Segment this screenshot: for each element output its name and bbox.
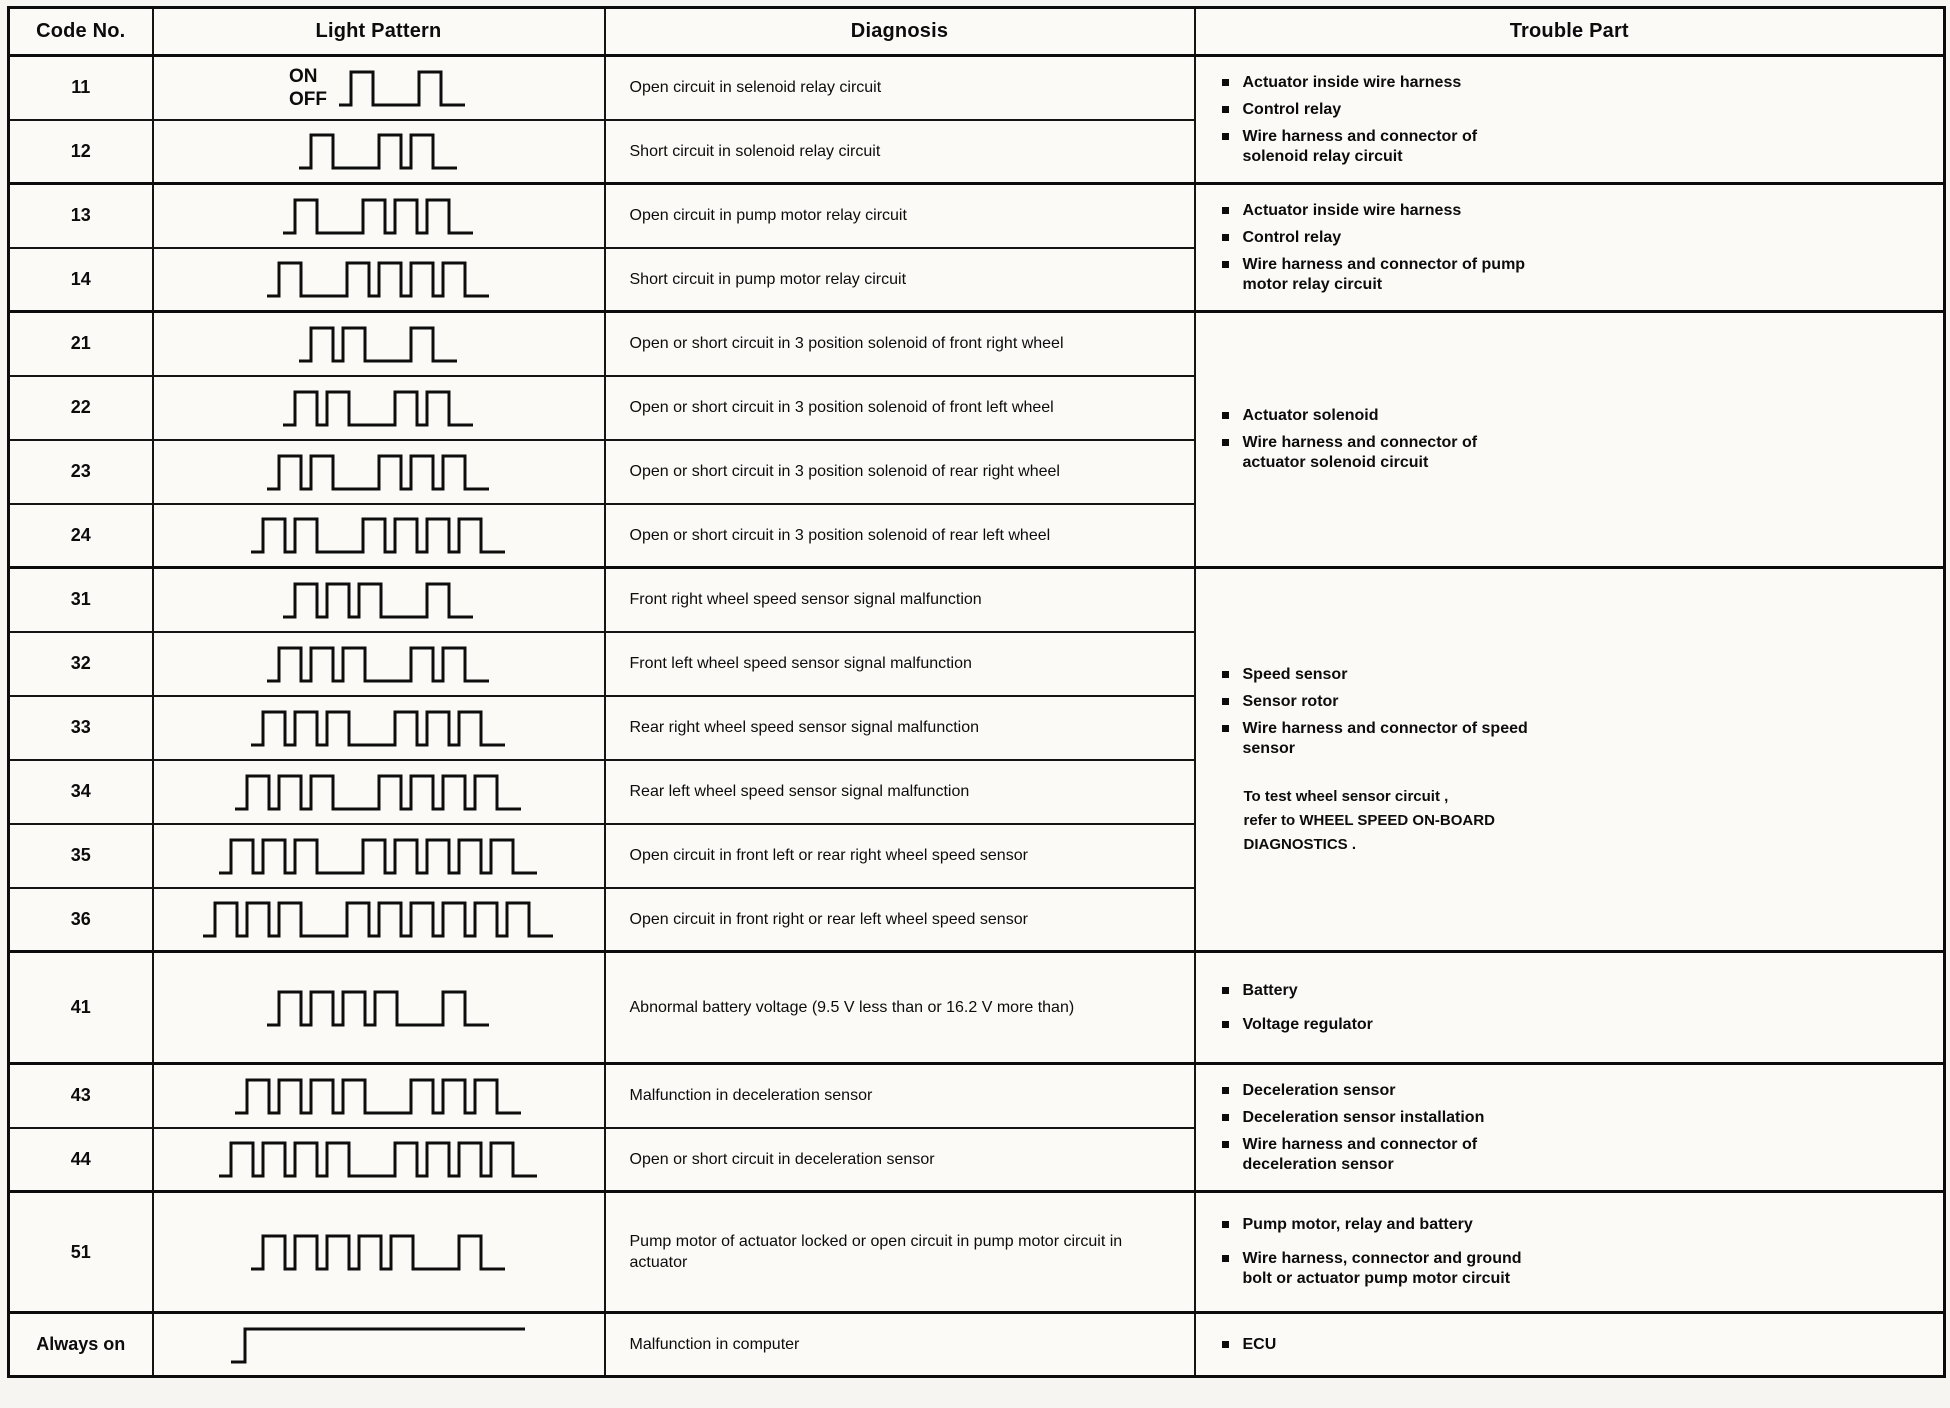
light-pattern	[160, 985, 598, 1031]
light-pattern-waveform	[217, 1136, 540, 1182]
code-cell	[9, 1313, 153, 1377]
light-pattern	[160, 256, 598, 302]
table-row	[9, 568, 1945, 632]
diagnosis-cell	[605, 824, 1195, 888]
code-cell	[9, 632, 153, 696]
bullet-icon	[1222, 1021, 1229, 1028]
light-pattern-waveform	[297, 128, 460, 174]
trouble-bullet-text: Sensor rotor	[1242, 693, 1339, 710]
light-pattern	[160, 449, 598, 495]
light-pattern-waveform	[201, 896, 556, 942]
trouble-bullet	[1216, 1135, 1932, 1175]
light-pattern	[160, 833, 598, 879]
light-pattern-waveform	[265, 641, 492, 687]
code-number: 44	[70, 1148, 91, 1169]
light-pattern-waveform	[233, 1073, 524, 1119]
code-number: 14	[70, 268, 91, 289]
code-number: 33	[70, 717, 91, 737]
light-pattern-waveform	[281, 385, 476, 431]
light-pattern	[160, 896, 598, 942]
bullet-icon	[1222, 261, 1229, 268]
diagnosis-cell	[605, 312, 1195, 376]
light-pattern-waveform	[265, 256, 492, 302]
trouble-note-line: refer to WHEEL SPEED ON-BOARD	[1243, 812, 1495, 829]
diagnosis-cell	[605, 952, 1195, 1064]
light-pattern	[160, 641, 598, 687]
light-pattern-cell	[153, 1128, 605, 1192]
manual-page	[7, 6, 1943, 1378]
code-cell	[9, 760, 153, 824]
diagnosis-cell	[605, 440, 1195, 504]
diagnosis-text: Short circuit in pump motor relay circuit	[629, 270, 907, 288]
trouble-bullet-text: Wire harness and connector of deceleration sensor	[1242, 1135, 1478, 1173]
trouble-bullet-text: Control relay	[1242, 228, 1342, 246]
diagnosis-text: Open or short circuit in deceleration sensor	[629, 1150, 935, 1168]
trouble-bullet-text: Wire harness and connector of speed sensor	[1242, 720, 1528, 757]
trouble-bullet-text: Battery	[1242, 981, 1298, 999]
code-number: 11	[71, 77, 91, 98]
bullet-icon	[1222, 987, 1229, 994]
trouble-bullet	[1216, 1335, 1932, 1355]
diagnosis-text: Open circuit in pump motor relay circuit	[629, 207, 907, 225]
diagnosis-cell	[605, 184, 1195, 248]
diagnosis-cell	[605, 1064, 1195, 1128]
off-label: OFF	[289, 88, 327, 110]
diagnosis-text: Open or short circuit in 3 position solenoid of front right wheel	[629, 335, 1064, 353]
header-light-pattern: Light Pattern	[153, 8, 605, 56]
trouble-bullet-text: Deceleration sensor	[1242, 1081, 1396, 1099]
trouble-bullet	[1216, 127, 1932, 167]
light-pattern-cell	[153, 504, 605, 568]
trouble-part-cell	[1195, 1313, 1945, 1377]
trouble-bullet-text: Wire harness and connector of solenoid relay circuit	[1242, 127, 1478, 165]
light-pattern-waveform	[265, 985, 492, 1031]
code-cell	[9, 1064, 153, 1128]
code-cell	[9, 504, 153, 568]
bullet-icon	[1222, 1341, 1229, 1348]
header-trouble-part: Trouble Part	[1195, 8, 1945, 56]
light-pattern	[160, 1322, 598, 1368]
bullet-icon	[1222, 1141, 1229, 1148]
light-pattern-cell	[153, 888, 605, 952]
code-cell	[9, 1192, 153, 1313]
bullet-icon	[1222, 234, 1229, 241]
trouble-bullet	[1216, 981, 1932, 1001]
trouble-part-cell	[1195, 312, 1945, 568]
diagnosis-cell	[605, 888, 1195, 952]
diagnosis-text: Abnormal battery voltage (9.5 V less than or 16.2 V more than)	[629, 999, 1075, 1016]
light-pattern-waveform	[297, 321, 460, 367]
light-pattern-cell	[153, 248, 605, 312]
table-row	[9, 1313, 1945, 1377]
trouble-bullet	[1216, 665, 1932, 685]
light-pattern-cell	[153, 376, 605, 440]
on-off-labels	[289, 66, 327, 110]
trouble-note-line: DIAGNOSTICS .	[1243, 836, 1357, 853]
trouble-bullet	[1216, 719, 1932, 759]
light-pattern-cell	[153, 568, 605, 632]
table-row	[9, 56, 1945, 120]
trouble-part-cell	[1195, 1064, 1945, 1192]
trouble-bullet	[1216, 1015, 1932, 1035]
light-pattern-waveform	[281, 577, 476, 623]
trouble-bullet	[1216, 1081, 1932, 1101]
trouble-bullet-text: Control relay	[1242, 100, 1342, 118]
code-number: 41	[70, 997, 91, 1017]
diagnosis-text: Malfunction in computer	[629, 1336, 800, 1353]
bullet-icon	[1222, 412, 1229, 419]
bullet-icon	[1222, 725, 1229, 732]
diagnosis-cell	[605, 1192, 1195, 1313]
trouble-bullet	[1216, 692, 1932, 712]
trouble-bullet-text: Actuator inside wire harness	[1242, 73, 1462, 91]
trouble-part-cell	[1195, 1192, 1945, 1313]
code-cell	[9, 184, 153, 248]
trouble-bullet-text: Voltage regulator	[1242, 1015, 1373, 1033]
diagnosis-cell	[605, 376, 1195, 440]
diagnosis-text: Front right wheel speed sensor signal malfunction	[629, 591, 982, 609]
bullet-icon	[1222, 1114, 1229, 1121]
table-row	[9, 184, 1945, 248]
light-pattern-waveform	[233, 769, 524, 815]
bullet-icon	[1222, 106, 1229, 113]
light-pattern	[160, 1229, 598, 1275]
diagnosis-cell	[605, 248, 1195, 312]
code-number: 35	[70, 845, 91, 865]
trouble-bullet-text: Pump motor, relay and battery	[1242, 1216, 1473, 1233]
bullet-icon	[1222, 1255, 1229, 1262]
diagnosis-cell	[605, 56, 1195, 120]
trouble-bullet	[1216, 406, 1932, 426]
trouble-bullet	[1216, 201, 1932, 221]
light-pattern-cell	[153, 760, 605, 824]
trouble-bullet	[1216, 228, 1932, 248]
light-pattern-cell	[153, 1313, 605, 1377]
diagnosis-text: Open circuit in selenoid relay circuit	[629, 79, 882, 97]
trouble-bullet-text: Speed sensor	[1242, 666, 1348, 683]
code-number: 23	[70, 461, 91, 481]
trouble-bullet	[1216, 433, 1932, 473]
light-pattern	[160, 769, 598, 815]
table-row	[9, 312, 1945, 376]
trouble-bullet-text: ECU	[1242, 1335, 1277, 1353]
diagnosis-text: Pump motor of actuator locked or open circuit in pump motor circuit in actuator	[629, 1233, 1123, 1271]
diagnostic-code-table	[7, 6, 1946, 1378]
trouble-bullet-text: Wire harness and connector of actuator solenoid circuit	[1242, 434, 1478, 471]
light-pattern-waveform	[249, 1229, 508, 1275]
code-cell	[9, 376, 153, 440]
diagnosis-cell	[605, 760, 1195, 824]
code-number: 21	[70, 333, 91, 354]
light-pattern-cell	[153, 824, 605, 888]
light-pattern	[160, 193, 598, 239]
light-pattern-cell	[153, 1064, 605, 1128]
diagnosis-cell	[605, 120, 1195, 184]
trouble-bullet	[1216, 255, 1932, 295]
trouble-bullet-text: Actuator solenoid	[1242, 407, 1379, 424]
light-pattern-cell	[153, 632, 605, 696]
code-cell	[9, 1128, 153, 1192]
code-number: 36	[70, 908, 91, 929]
code-number: 13	[70, 205, 91, 226]
light-pattern	[160, 1136, 598, 1182]
trouble-bullet	[1216, 100, 1932, 120]
trouble-bullet	[1216, 73, 1932, 93]
code-number: 12	[70, 140, 91, 161]
header-diagnosis: Diagnosis	[605, 8, 1195, 56]
code-number: 34	[70, 781, 91, 801]
diagnosis-text: Front left wheel speed sensor signal malfunction	[629, 655, 972, 672]
diagnosis-text: Open or short circuit in 3 position solenoid of rear left wheel	[629, 526, 1051, 544]
code-cell	[9, 440, 153, 504]
table-row	[9, 952, 1945, 1064]
bullet-icon	[1222, 207, 1229, 214]
trouble-bullet	[1216, 1249, 1932, 1289]
light-pattern-waveform	[281, 193, 476, 239]
code-cell	[9, 952, 153, 1064]
code-number: 43	[70, 1085, 91, 1106]
light-pattern-waveform	[265, 449, 492, 495]
trouble-note	[1244, 785, 1932, 857]
bullet-icon	[1222, 79, 1229, 86]
diagnosis-text: Malfunction in deceleration sensor	[629, 1087, 873, 1105]
trouble-part-cell	[1195, 568, 1945, 952]
light-pattern-cell	[153, 120, 605, 184]
bullet-icon	[1222, 439, 1229, 446]
header-row	[9, 8, 1945, 56]
light-pattern	[160, 321, 598, 367]
trouble-note-line: To test wheel sensor circuit ,	[1243, 788, 1449, 805]
on-label: ON	[289, 65, 318, 87]
code-cell	[9, 248, 153, 312]
trouble-part-cell	[1195, 184, 1945, 312]
code-cell	[9, 888, 153, 952]
bullet-icon	[1222, 671, 1229, 678]
bullet-icon	[1222, 133, 1229, 140]
diagnosis-text: Rear left wheel speed sensor signal malfunction	[629, 783, 970, 800]
light-pattern-cell	[153, 696, 605, 760]
code-cell	[9, 120, 153, 184]
diagnosis-text: Open or short circuit in 3 position solenoid of rear right wheel	[629, 463, 1060, 480]
code-number: 51	[70, 1241, 91, 1262]
diagnosis-text: Open or short circuit in 3 position solenoid of front left wheel	[629, 399, 1054, 416]
light-pattern-waveform	[217, 833, 540, 879]
trouble-bullet-text: Actuator inside wire harness	[1242, 201, 1462, 219]
trouble-part-cell	[1195, 56, 1945, 184]
diagnosis-text: Open circuit in front right or rear left wheel speed sensor	[629, 910, 1028, 928]
trouble-bullet-text: Deceleration sensor installation	[1242, 1108, 1485, 1126]
light-pattern	[160, 65, 598, 111]
light-pattern-cell	[153, 312, 605, 376]
light-pattern-waveform	[249, 705, 508, 751]
trouble-bullet-text: Wire harness and connector of pump motor relay circuit	[1242, 255, 1526, 293]
table-row	[9, 1192, 1945, 1313]
table-body	[9, 56, 1945, 1377]
light-pattern	[160, 385, 598, 431]
code-cell	[9, 696, 153, 760]
light-pattern-waveform	[229, 1322, 528, 1368]
diagnosis-text: Rear right wheel speed sensor signal malfunction	[629, 719, 980, 736]
light-pattern-cell	[153, 184, 605, 248]
code-cell	[9, 824, 153, 888]
light-pattern-cell	[153, 1192, 605, 1313]
code-cell	[9, 56, 153, 120]
trouble-part-cell	[1195, 952, 1945, 1064]
trouble-bullet	[1216, 1108, 1932, 1128]
code-number: 31	[70, 589, 91, 610]
header-code-no: Code No.	[9, 8, 153, 56]
diagnosis-cell	[605, 1313, 1195, 1377]
light-pattern-cell	[153, 56, 605, 120]
diagnosis-text: Open circuit in front left or rear right wheel speed sensor	[629, 847, 1028, 864]
bullet-icon	[1222, 1087, 1229, 1094]
light-pattern	[160, 1073, 598, 1119]
diagnosis-cell	[605, 696, 1195, 760]
table-row	[9, 1064, 1945, 1128]
code-number: Always on	[36, 1334, 126, 1354]
diagnosis-cell	[605, 632, 1195, 696]
trouble-bullet	[1216, 1215, 1932, 1235]
light-pattern-cell	[153, 952, 605, 1064]
light-pattern-waveform	[249, 512, 508, 558]
light-pattern-waveform	[337, 65, 468, 111]
light-pattern-cell	[153, 440, 605, 504]
light-pattern	[160, 577, 598, 623]
code-number: 22	[70, 397, 91, 417]
bullet-icon	[1222, 1221, 1229, 1228]
diagnosis-cell	[605, 568, 1195, 632]
bullet-icon	[1222, 698, 1229, 705]
code-cell	[9, 568, 153, 632]
diagnosis-text: Short circuit in solenoid relay circuit	[629, 142, 881, 160]
diagnosis-cell	[605, 504, 1195, 568]
code-cell	[9, 312, 153, 376]
light-pattern	[160, 512, 598, 558]
light-pattern	[160, 128, 598, 174]
code-number: 24	[70, 524, 91, 545]
code-number: 32	[70, 653, 91, 673]
light-pattern	[160, 705, 598, 751]
trouble-bullet-text: Wire harness, connector and ground bolt or actuator pump motor circuit	[1242, 1250, 1522, 1287]
diagnosis-cell	[605, 1128, 1195, 1192]
